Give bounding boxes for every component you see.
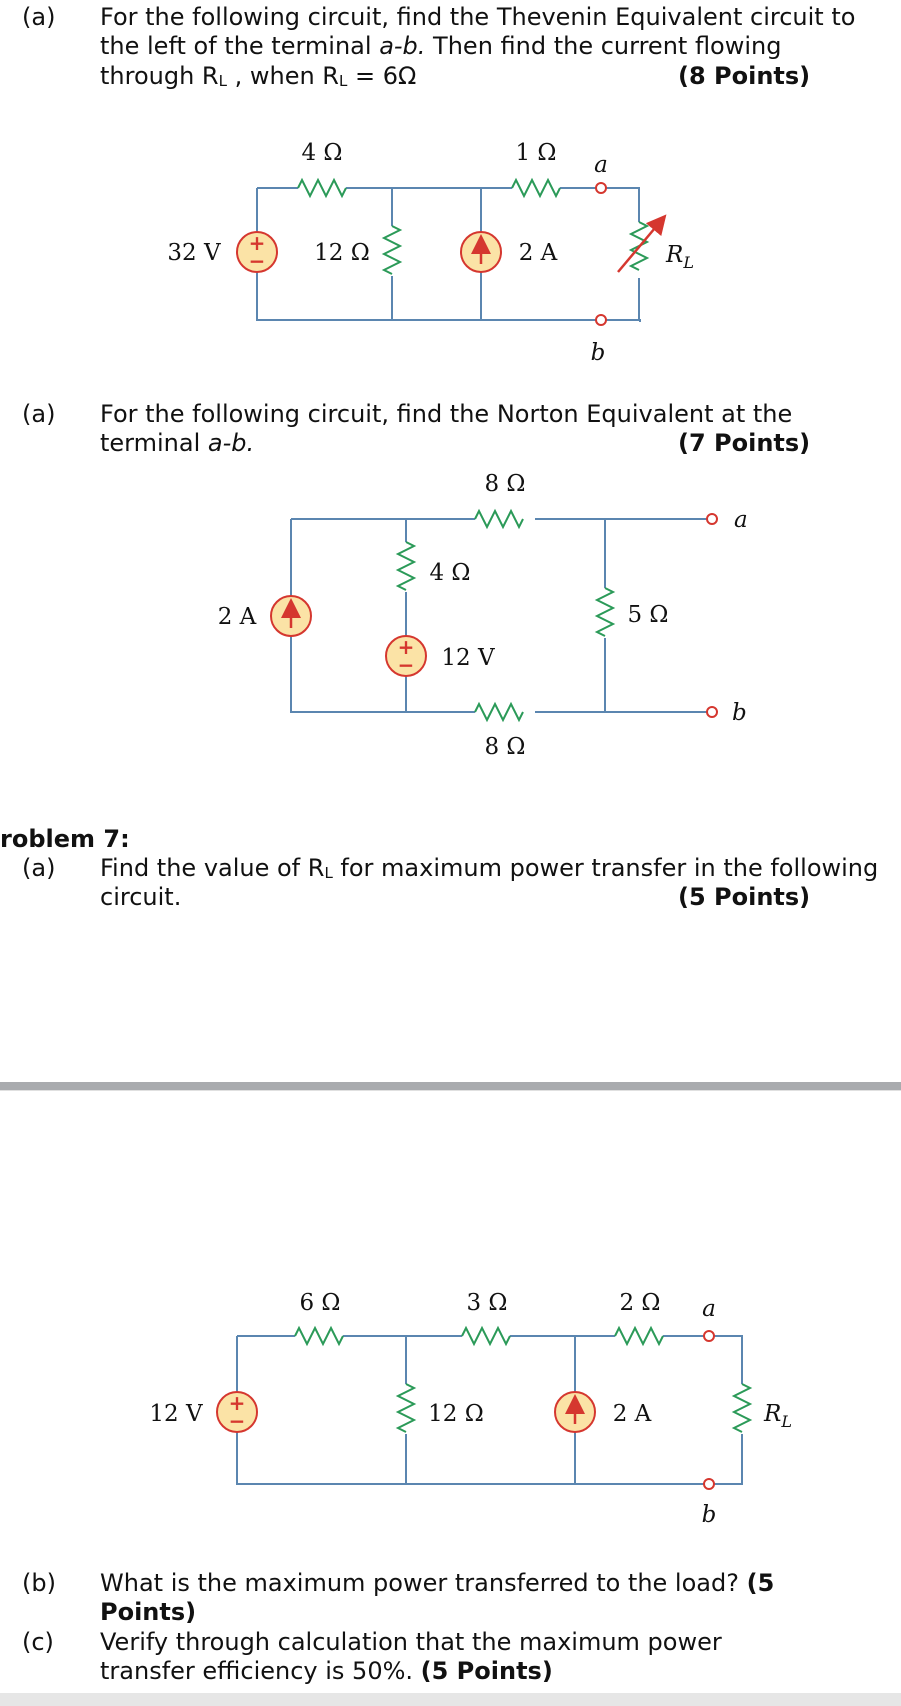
part1-line1: For the following circuit, find the Thevenin Equivalent circuit to xyxy=(100,3,856,31)
part1-rl-sub2: L xyxy=(338,72,348,90)
part2-line1: For the following circuit, find the Norton Equivalent at the xyxy=(100,400,793,428)
c3-label-b: b xyxy=(701,1502,717,1528)
c1-label-12ohm: 12 Ω xyxy=(314,240,370,266)
c2-label-12v: 12 V xyxy=(441,645,495,671)
c3-label-3ohm: 3 Ω xyxy=(466,1290,508,1316)
c1-label-2a: 2 A xyxy=(518,240,558,266)
part2-marker: (a) xyxy=(22,400,56,428)
problem7-b-text: What is the maximum power transferred to the load? xyxy=(100,1569,747,1597)
c2-resistor-5ohm xyxy=(597,588,613,636)
c1-label-b: b xyxy=(590,340,606,366)
c3-vs-minus: − xyxy=(228,1409,246,1433)
c3-resistor-12ohm xyxy=(398,1384,414,1432)
c2-resistor-8ohm-top xyxy=(475,511,523,527)
c1-wire-bottom xyxy=(257,272,640,322)
c1-label-a: a xyxy=(594,152,608,178)
c1-terminal-b xyxy=(596,315,606,325)
c3-label-12v: 12 V xyxy=(149,1401,203,1427)
c3-resistor-6ohm xyxy=(295,1328,343,1344)
part1-marker: (a) xyxy=(22,3,56,31)
problem7-a-marker: (a) xyxy=(22,854,56,882)
c1-vs-plus: + xyxy=(248,231,266,255)
problem7-c-marker: (c) xyxy=(22,1628,54,1656)
part1-line2-text: the left of the terminal xyxy=(100,32,380,60)
c1-resistor-4ohm xyxy=(298,180,346,196)
problem7-a-text: Find the value of R xyxy=(100,854,325,882)
problem7-b-marker: (b) xyxy=(22,1569,56,1597)
c2-label-b: b xyxy=(732,700,747,726)
c2-label-5ohm: 5 Ω xyxy=(627,602,669,628)
part2-line2-text: terminal xyxy=(100,429,208,457)
c1-label-4ohm: 4 Ω xyxy=(301,140,343,166)
problem7-a-rest: for maximum power transfer in the following xyxy=(332,854,879,882)
problem7-b-line2: Points) xyxy=(100,1598,197,1626)
problem7-heading: roblem 7: xyxy=(0,825,130,853)
c3-wire-rl-bot xyxy=(712,1434,742,1484)
c3-resistor-3ohm xyxy=(462,1328,510,1344)
part1-rl-sub: L xyxy=(218,72,227,90)
part1-line2-rest: Then find the current flowing xyxy=(425,32,782,60)
c1-resistor-1ohm xyxy=(512,180,560,196)
problem7-a-line2: circuit. xyxy=(100,883,182,911)
c2-label-a: a xyxy=(734,507,748,533)
c3-label-a: a xyxy=(702,1296,716,1322)
c3-terminal-b xyxy=(704,1479,714,1489)
circuit2 xyxy=(218,471,748,760)
part1-line3-text: through R xyxy=(100,62,219,90)
c2-vs-minus: − xyxy=(397,653,415,677)
c1-terminal-a xyxy=(596,183,606,193)
c1-label-32v: 32 V xyxy=(167,240,221,266)
c2-terminal-a xyxy=(707,514,717,524)
part1-rl-value: = 6Ω xyxy=(347,62,417,90)
circuit3 xyxy=(149,1290,792,1528)
problem7-rl-sub: L xyxy=(324,864,333,882)
c3-terminal-a xyxy=(704,1331,714,1341)
c1-label-rl xyxy=(665,242,694,272)
c3-label-rl xyxy=(763,1401,792,1431)
c1-label-1ohm: 1 Ω xyxy=(515,140,557,166)
c3-resistor-rl xyxy=(734,1384,750,1432)
c3-rl-l: L xyxy=(781,1412,792,1431)
c2-terminal-b xyxy=(707,707,717,717)
c2-vs-plus: + xyxy=(397,635,415,659)
c3-wire-bottom xyxy=(237,1432,706,1484)
c1-wire-rl-bot xyxy=(606,278,639,320)
c2-resistor-8ohm-bottom xyxy=(475,704,523,720)
c1-resistor-12ohm xyxy=(384,226,400,274)
c3-vs-plus: + xyxy=(228,1391,246,1415)
part1-terminal-ab: a-b. xyxy=(379,32,426,60)
problem7-c-line1: Verify through calculation that the maximum power xyxy=(100,1628,722,1656)
part2-terminal-ab: a-b. xyxy=(207,429,255,457)
c3-rl-r: R xyxy=(764,1401,782,1427)
c2-label-8ohm-top: 8 Ω xyxy=(484,471,526,497)
c3-resistor-2ohm xyxy=(615,1328,663,1344)
c2-resistor-4ohm xyxy=(398,542,414,590)
problem7-c-points: (5 Points) xyxy=(420,1657,553,1685)
c2-label-2a: 2 A xyxy=(217,604,257,630)
part2-points: (7 Points) xyxy=(678,429,811,457)
c1-rl-l: L xyxy=(683,253,694,272)
c3-wire-rl-top xyxy=(712,1336,742,1384)
c2-label-4ohm: 4 Ω xyxy=(429,560,471,586)
problem7-a-points: (5 Points) xyxy=(678,883,811,911)
problem7-b-points-a: (5 xyxy=(746,1569,775,1597)
c3-label-12ohm: 12 Ω xyxy=(428,1401,484,1427)
c1-vs-minus: − xyxy=(248,249,266,273)
c1-wire-rl-top xyxy=(604,188,639,222)
c2-label-8ohm-bottom: 8 Ω xyxy=(484,734,526,760)
c3-label-2ohm: 2 Ω xyxy=(619,1290,661,1316)
c1-rl-r: R xyxy=(666,242,684,268)
problem7-c-text: transfer efficiency is 50%. xyxy=(100,1657,421,1685)
circuit1 xyxy=(167,140,694,366)
part1-line3-when: , when R xyxy=(226,62,339,90)
part1-points: (8 Points) xyxy=(678,62,811,90)
c3-label-6ohm: 6 Ω xyxy=(299,1290,341,1316)
c3-label-2a: 2 A xyxy=(612,1401,652,1427)
